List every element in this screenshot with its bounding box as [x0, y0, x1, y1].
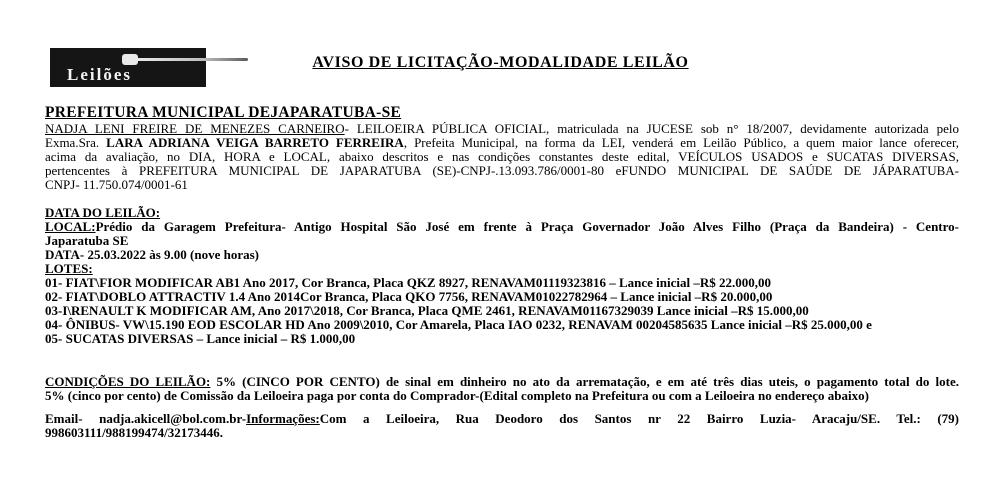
lot-item-3: 03-I\RENAULT K MODIFICAR AM, Ano 2017\2018, Cor Branca, Placa QME 2461, RENAVAM01167329039 Lance inicial –R$ 15.000,00 — [45, 303, 809, 318]
document-body — [45, 103, 959, 440]
date-section-heading-line — [45, 206, 959, 220]
info-text: Com a Leiloeira, Rua Deodoro dos Santos nr 22 Bairro Luzia- Aracaju/SE. Tel.: (79) — [319, 411, 959, 426]
intro-line-1-rest: - LEILOEIRA PÚBLICA OFICIAL, matriculada na JUCESE sob n° 18/2007, devidamente autorizada pelo — [344, 121, 959, 136]
email-address: Email- nadja.akicell@bol.com.br- — [45, 411, 247, 426]
lots-heading-line — [45, 262, 959, 276]
intro-line-2-pre: Exma.Sra. — [45, 135, 107, 150]
info-label: Informações: — [246, 411, 320, 426]
lot-item-4: 04- ÔNIBUS- VW\15.190 EOD ESCOLAR HD Ano 2009\2010, Cor Amarela, Placa IAO 0232, RENAVAM 00204585635 Lance inicial –R$ 25.000,00 e — [45, 317, 872, 332]
conditions-line-1 — [45, 375, 959, 389]
intro-line-2 — [45, 136, 959, 150]
lots-heading: LOTES: — [45, 261, 93, 276]
heading-prefeitura: PREFEITURA MUNICIPAL DEJAPARATUBA-SE — [45, 104, 402, 121]
date-section-heading: DATA DO LEILÃO: — [45, 205, 161, 220]
prefeita-name: LARA ADRIANA VEIGA BARRETO FERREIRA — [106, 135, 404, 150]
conditions-text-1: 5% (CINCO POR CENTO) de sinal em dinheiro no ato da arrematação, e em até três dias uteis, o pagamento total do lote. — [210, 374, 959, 389]
phone-numbers: 998603111/988199474/32173446. — [45, 425, 224, 440]
local-line-2: Japaratuba SE — [45, 233, 129, 248]
logo-text: Leilões — [67, 65, 132, 84]
page-title: AVISO DE LICITAÇÃO-MODALIDADE LEILÃO — [312, 54, 689, 71]
leiloeira-name: NADJA LENI FREIRE DE MENEZES CARNEIRO — [45, 121, 345, 136]
local-text: Prédio da Garagem Prefeitura- Antigo Hospital São José em frente à Praça Governador João Alves Filho (Praça da Bandeira) - Centro- — [95, 219, 959, 234]
lot-item-2: 02- FIAT\DOBLO ATTRACTIV 1.4 Ano 2014Cor Branca, Placa QKO 7756, RENAVAM01022782964 – Lance inicial –R$ 20.000,00 — [45, 289, 773, 304]
intro-line-3: acima da avaliação, no DIA, HORA e LOCAL, abaixo descritos e nas condições constantes deste edital, VEÍCULOS USADOS e SUCATAS DIVERSAS, — [45, 149, 959, 164]
lot-item-1: 01- FIAT\FIOR MODIFICAR AB1 Ano 2017, Cor Branca, Placa QKZ 8927, RENAVAM01119323816 – Lance inicial –R$ 22.000,00 — [45, 275, 771, 290]
conditions-line-2: 5% (cinco por cento) de Comissão da Leiloeira paga por conta do Comprador-(Edital completo na Prefeitura ou com a Leiloeira no endereço abaixo) — [45, 388, 869, 403]
intro-line-2-rest: , Prefeita Municipal, na forma da LEI, venderá em Leilão Público, a quem maior lance oferecer, — [403, 135, 960, 150]
email-line — [45, 412, 959, 426]
intro-line-5: CNPJ- 11.750.074/0001-61 — [45, 177, 188, 192]
local-label: LOCAL: — [45, 219, 96, 234]
conditions-heading: CONDIÇÕES DO LEILÃO: — [45, 374, 211, 389]
local-line-1 — [45, 220, 959, 234]
data-line: DATA- 25.03.2022 às 9.00 (nove horas) — [45, 247, 260, 262]
intro-line-1 — [45, 122, 959, 136]
intro-line-4: pertencentes à PREFEITURA MUNICIPAL DE JAPARATUBA (SE)-CNPJ-.13.093.786/0001-80 eFUNDO MUNICIPAL DE SAÚDE DE JÁPARATUBA- — [45, 163, 959, 178]
lot-item-5: 05- SUCATAS DIVERSAS – Lance inicial – R$ 1.000,00 — [45, 331, 356, 346]
